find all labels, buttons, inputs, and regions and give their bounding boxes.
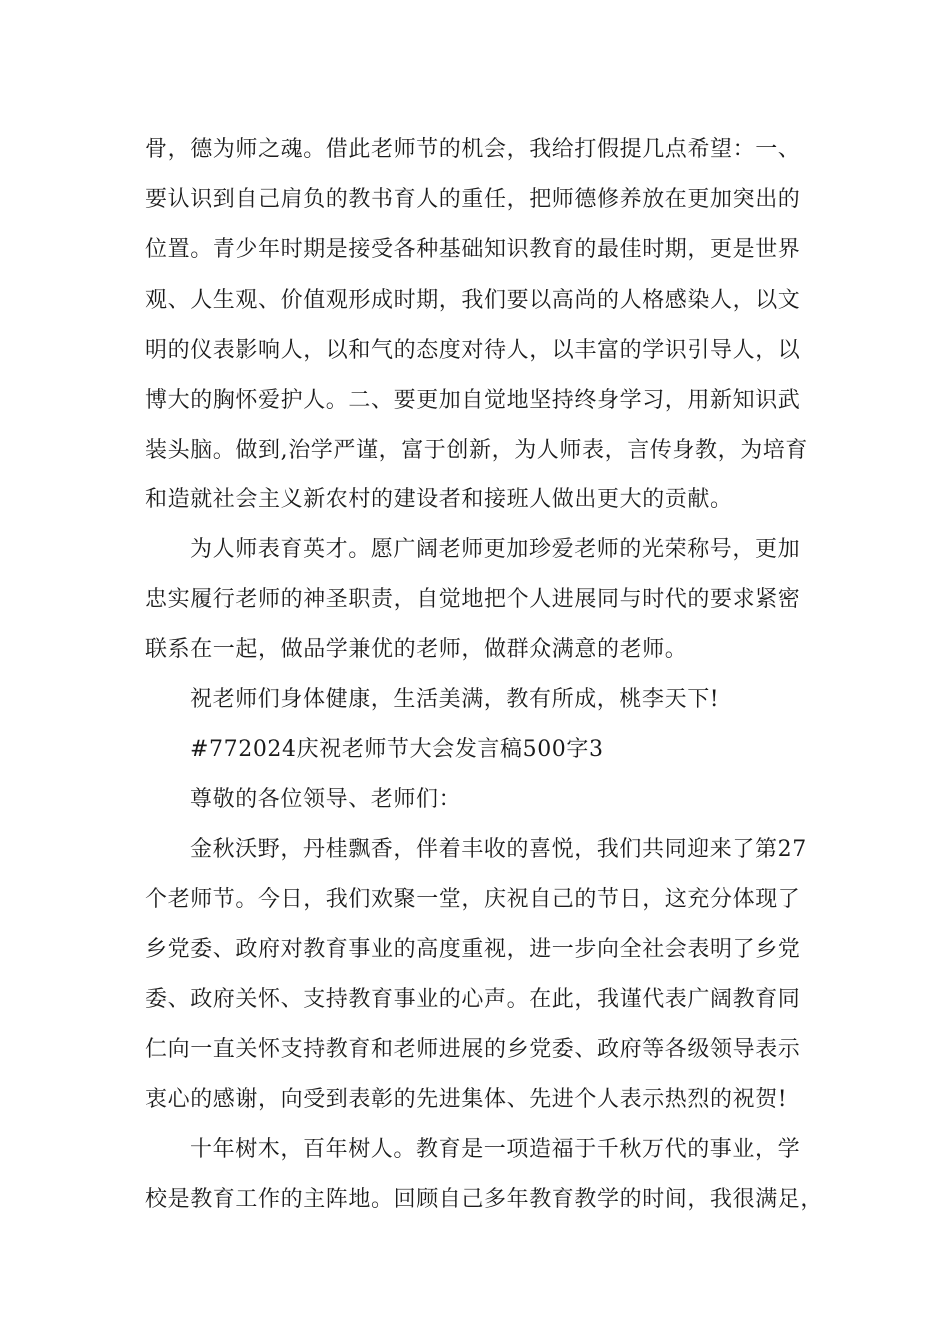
salutation: 尊敬的各位领导、老师们： [190,787,462,812]
text-line: 联系在一起，做品学兼优的老师，做群众满意的老师。 [145,637,688,662]
text-line: 骨，德为师之魂。借此老师节的机会，我给打假提几点希望：一、 [145,137,801,162]
text-line: 个老师节。今日，我们欢聚一堂，庆祝自己的节日，这充分体现了 [145,887,801,912]
text-line: 忠实履行老师的神圣职责，自觉地把个人进展同与时代的要求紧密 [145,587,801,612]
text-line: 位置。青少年时期是接受各种基础知识教育的最佳时期，更是世界 [145,237,801,262]
text-line: 明的仪表影响人，以和气的态度对待人，以丰富的学识引导人，以 [145,338,801,363]
text-line: 博大的胸怀爱护人。二、要更加自觉地坚持终身学习，用新知识武 [145,388,801,413]
paragraph-first-line: 十年树木，百年树人。教育是一项造福于千秋万代的事业，学 [190,1137,801,1162]
paragraph-first-line: 为人师表育英才。愿广阔老师更加珍爱老师的光荣称号，更加 [190,537,801,562]
text-line: 观、人生观、价值观形成时期，我们要以高尚的人格感染人，以文 [145,288,801,313]
text-line: 装头脑。做到,治学严谨，富于创新，为人师表，言传身教，为培育 [145,438,808,463]
text-line: 乡党委、政府对教育事业的高度重视，进一步向全社会表明了乡党 [145,937,801,962]
text-line: 要认识到自己肩负的教书育人的重任，把师德修养放在更加突出的 [145,187,801,212]
paragraph-first-line: 祝老师们身体健康，生活美满，教有所成，桃李天下! [190,687,720,712]
text-line: 衷心的感谢，向受到表彰的先进集体、先进个人表示热烈的祝贺! [145,1087,788,1112]
paragraph-first-line: 金秋沃野，丹桂飘香，伴着丰收的喜悦，我们共同迎来了第27 [190,837,807,862]
text-line: 委、政府关怀、支持教育事业的心声。在此，我谨代表广阔教育同 [145,987,801,1012]
text-line: 校是教育工作的主阵地。回顾自己多年教育教学的时间，我很满足， [145,1187,824,1212]
text-line: 和造就社会主义新农村的建设者和接班人做出更大的贡献。 [145,487,733,512]
text-line: 仁向一直关怀支持教育和老师进展的乡党委、政府等各级领导表示 [145,1037,801,1062]
section-heading: #772024庆祝老师节大会发言稿500字3 [190,737,604,762]
